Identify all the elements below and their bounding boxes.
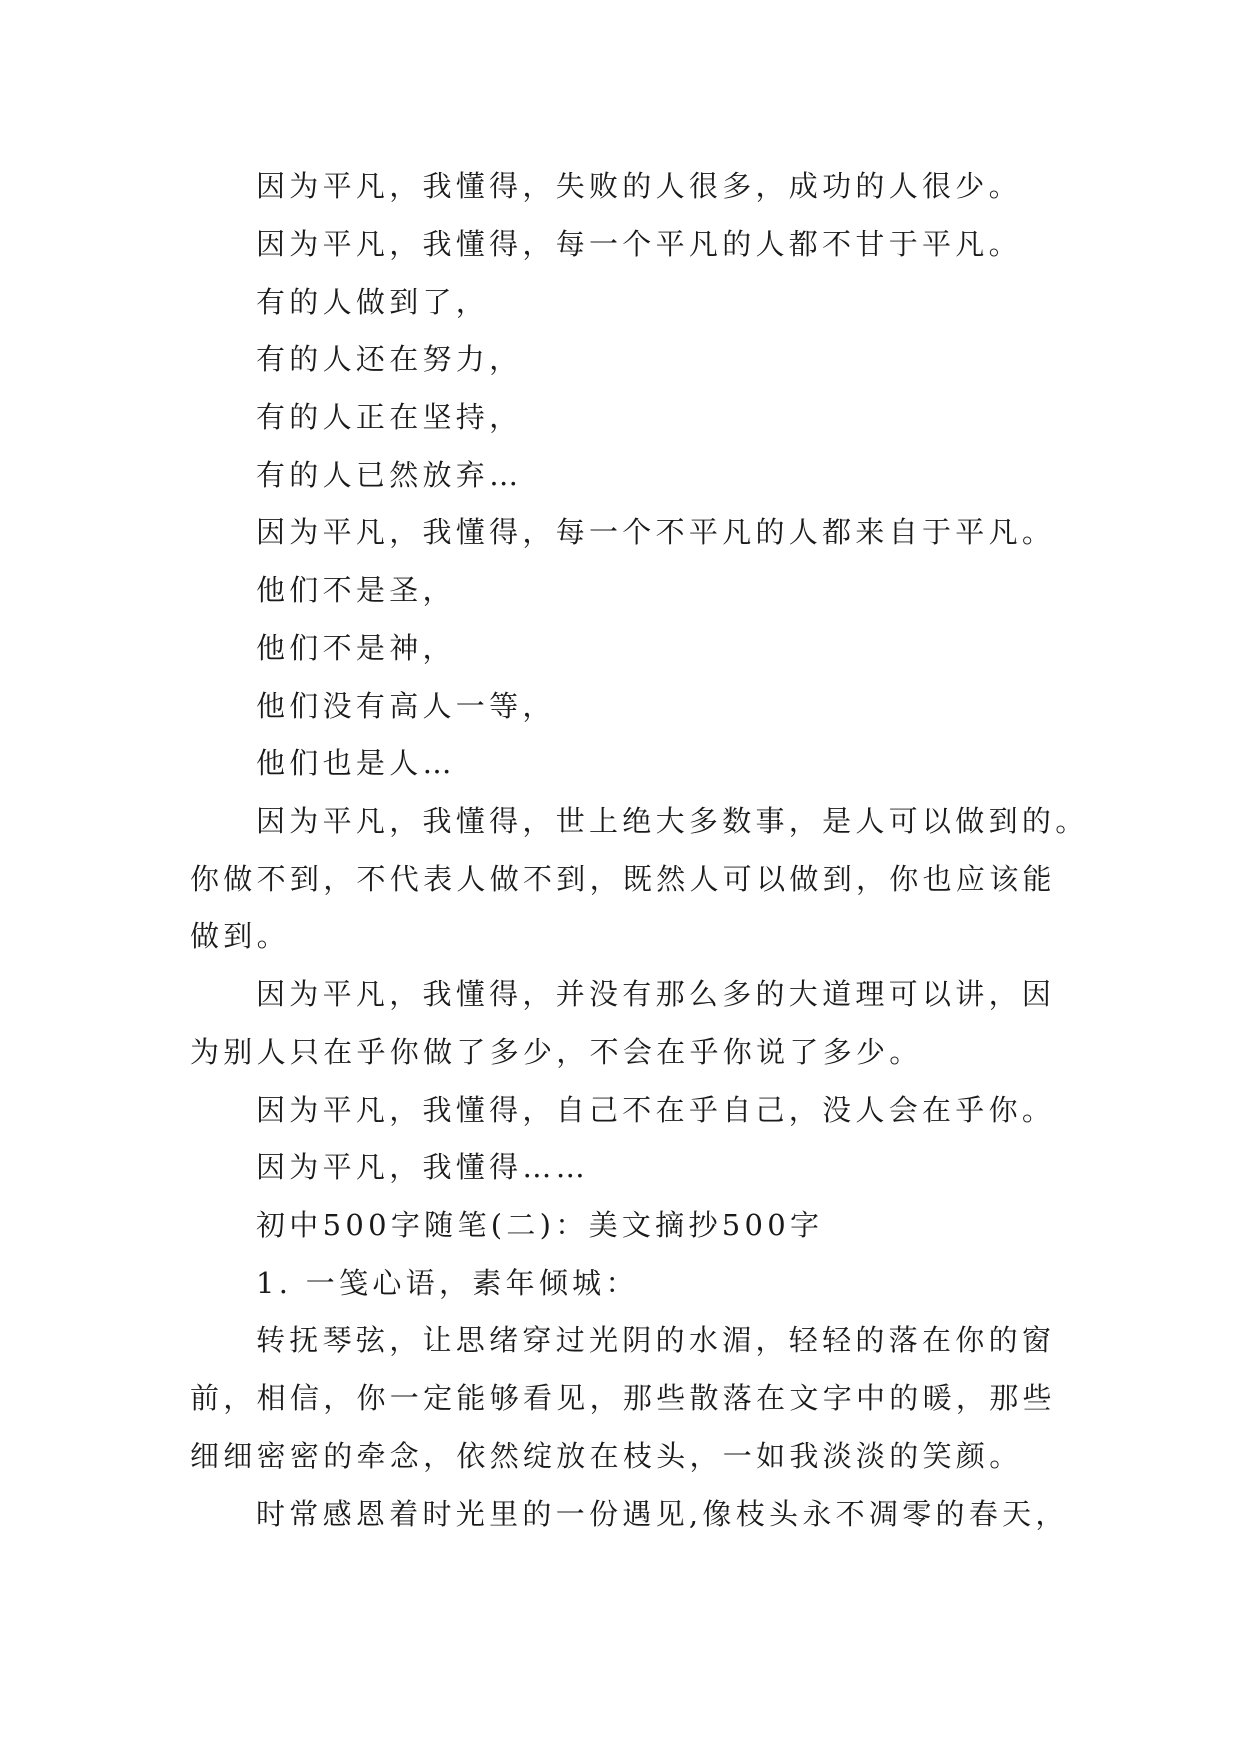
paragraph-line: 因为平凡，我懂得，世上绝大多数事，是人可以做到的。 [256,804,1089,838]
paragraph-line: 他们也是人… [256,746,456,780]
paragraph-line: 有的人还在努力， [256,342,523,376]
paragraph-line: 细细密密的牵念，依然绽放在枝头，一如我淡淡的笑颜。 [190,1439,1023,1473]
paragraph-line: 时常感恩着时光里的一份遇见,像枝头永不凋零的春天， [256,1497,1069,1531]
paragraph-line: 做到。 [190,919,290,953]
paragraph-line: 有的人做到了， [256,285,490,319]
paragraph-line: 因为平凡，我懂得，并没有那么多的大道理可以讲，因 [256,977,1056,1011]
paragraph-line: 他们没有高人一等， [256,689,556,723]
numbered-item: 1. 一笺心语，素年倾城： [256,1266,639,1300]
paragraph-line: 为别人只在乎你做了多少，不会在乎你说了多少。 [190,1035,923,1069]
paragraph-line: 你做不到，不代表人做不到，既然人可以做到，你也应该能 [190,862,1056,896]
paragraph-line: 因为平凡，我懂得，每一个平凡的人都不甘于平凡。 [256,227,1022,261]
paragraph-line: 有的人已然放弃… [256,458,523,492]
paragraph-line: 前，相信，你一定能够看见，那些散落在文字中的暖，那些 [190,1381,1056,1415]
section-heading: 初中500字随笔(二)：美文摘抄500字 [256,1208,824,1242]
paragraph-line: 转抚琴弦，让思绪穿过光阴的水湄，轻轻的落在你的窗 [256,1323,1056,1357]
paragraph-line: 他们不是圣， [256,573,456,607]
paragraph-line: 有的人正在坚持， [256,400,523,434]
paragraph-line: 因为平凡，我懂得…… [256,1150,590,1184]
paragraph-line: 他们不是神， [256,631,456,665]
paragraph-line: 因为平凡，我懂得，自己不在乎自己，没人会在乎你。 [256,1093,1056,1127]
paragraph-line: 因为平凡，我懂得，失败的人很多，成功的人很少。 [256,169,1022,203]
paragraph-line: 因为平凡，我懂得，每一个不平凡的人都来自于平凡。 [256,515,1056,549]
